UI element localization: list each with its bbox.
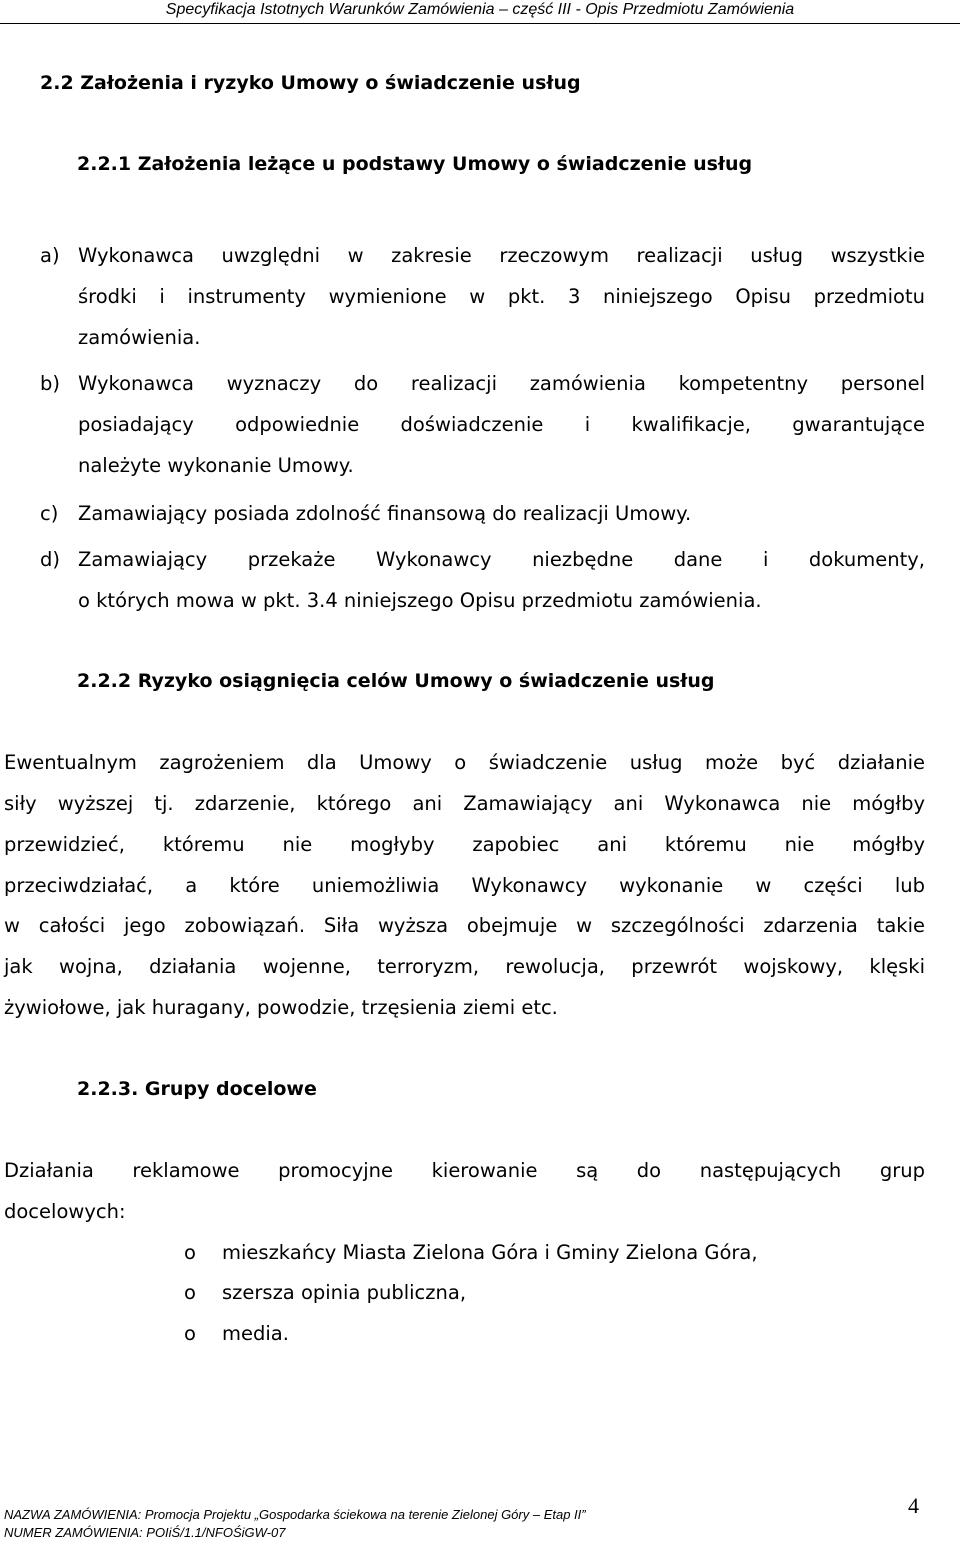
list-item-line: Wykonawca uwzględni w zakresie rzeczowym realizacji usług wszystkie	[78, 244, 925, 267]
footer-order-number: NUMER ZAMÓWIENIA: POIiŚ/1.1/NFOŚiGW-07	[4, 1525, 286, 1540]
list-marker: d)	[40, 548, 60, 571]
list-item-line: Wykonawca wyznaczy do realizacji zamówienia kompetentny personel	[78, 372, 925, 395]
list-item-line: Zamawiający przekaże Wykonawcy niezbędne dane i dokumenty,	[78, 548, 925, 571]
paragraph-line: Działania reklamowe promocyjne kierowanie są do następujących grup	[4, 1159, 925, 1182]
paragraph-line: w całości jego zobowiązań. Siła wyższa obejmuje w szczególności zdarzenia takie	[4, 914, 925, 937]
list-item-line: należyte wykonanie Umowy.	[78, 454, 354, 477]
paragraph-line: przewidzieć, któremu nie mogłyby zapobiec ani któremu nie mógłby	[4, 833, 925, 856]
paragraph-line: żywiołowe, jak huragany, powodzie, trzęsienia ziemi etc.	[4, 996, 558, 1019]
bullet-text: media.	[222, 1322, 289, 1345]
header-title: Specyfikacja Istotnych Warunków Zamówienia – część III - Opis Przedmiotu Zamówienia	[165, 1, 795, 18]
section-2-2-3-title: 2.2.3. Grupy docelowe	[77, 1078, 317, 1100]
section-2-2-title: 2.2 Założenia i ryzyko Umowy o świadczenie usług	[40, 72, 581, 94]
running-header	[0, 0, 960, 24]
list-marker: b)	[40, 372, 60, 395]
bullet-marker: o	[184, 1322, 196, 1345]
bullet-marker: o	[184, 1241, 196, 1264]
list-item-line: zamówienia.	[78, 326, 201, 349]
paragraph-line: docelowych:	[4, 1200, 126, 1223]
list-item-line: Zamawiający posiada zdolność finansową do realizacji Umowy.	[78, 502, 692, 525]
section-2-2-2-title: 2.2.2 Ryzyko osiągnięcia celów Umowy o świadczenie usług	[77, 670, 715, 692]
list-marker: a)	[40, 244, 60, 267]
paragraph-line: Ewentualnym zagrożeniem dla Umowy o świadczenie usług może być działanie	[4, 751, 925, 774]
list-marker: c)	[40, 502, 59, 525]
paragraph-line: przeciwdziałać, a które uniemożliwia Wykonawcy wykonanie w części lub	[4, 874, 925, 897]
list-item-line: środki i instrumenty wymienione w pkt. 3 niniejszego Opisu przedmiotu	[78, 285, 925, 308]
list-item-line: o których mowa w pkt. 3.4 niniejszego Opisu przedmiotu zamówienia.	[78, 589, 762, 612]
bullet-marker: o	[184, 1281, 196, 1304]
section-2-2-1-title: 2.2.1 Założenia leżące u podstawy Umowy o świadczenie usług	[77, 153, 753, 175]
page-number: 4	[908, 1493, 919, 1518]
footer-order-name: NAZWA ZAMÓWIENIA: Promocja Projektu „Gospodarka ściekowa na terenie Zielonej Góry – Etap II”	[4, 1507, 586, 1522]
paragraph-line: jak wojna, działania wojenne, terroryzm, rewolucja, przewrót wojskowy, klęski	[4, 955, 925, 978]
paragraph-line: siły wyższej tj. zdarzenie, którego ani Zamawiający ani Wykonawca nie mógłby	[4, 792, 925, 815]
list-item-line: posiadający odpowiednie doświadczenie i kwalifikacje, gwarantujące	[78, 413, 925, 436]
bullet-text: mieszkańcy Miasta Zielona Góra i Gminy Zielona Góra,	[222, 1241, 758, 1264]
bullet-text: szersza opinia publiczna,	[222, 1281, 467, 1304]
